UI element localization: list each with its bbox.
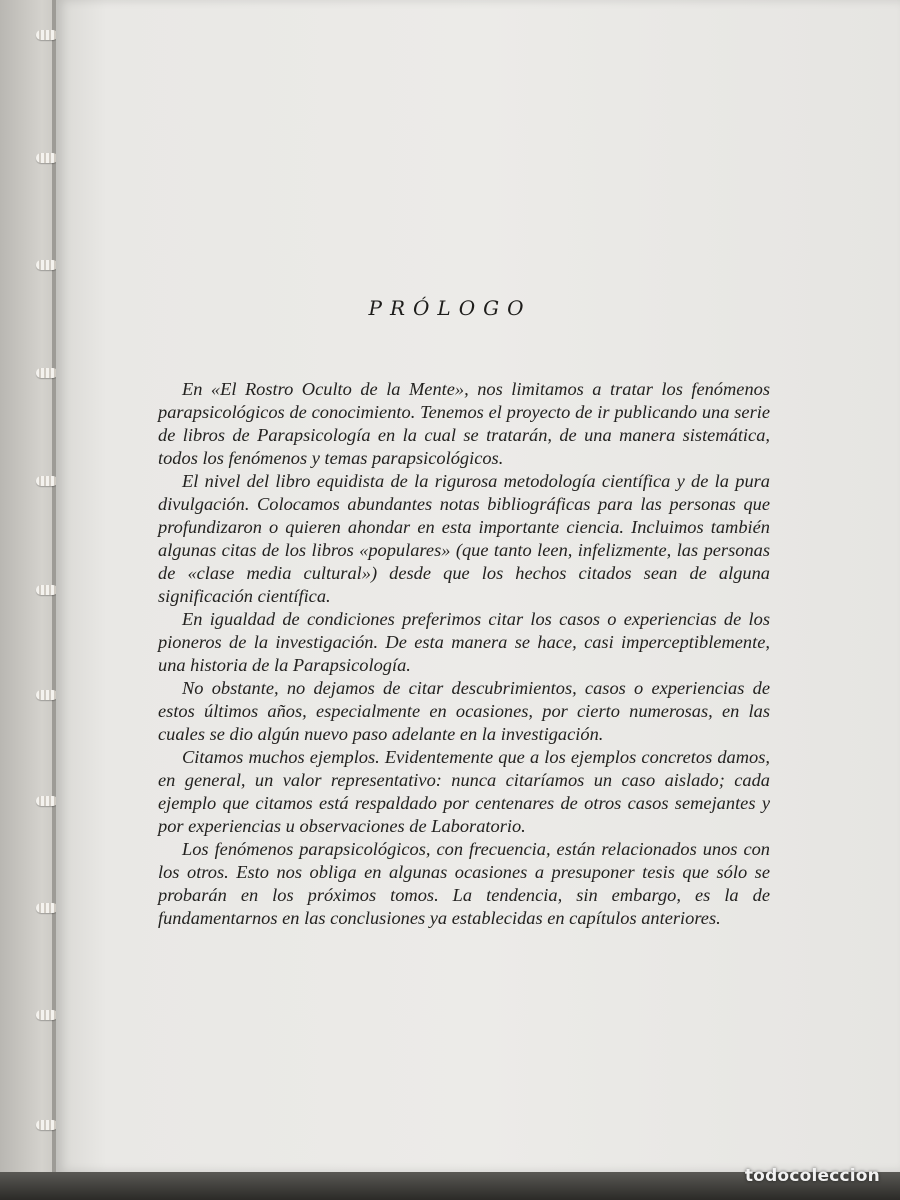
binding-stitch xyxy=(36,585,58,595)
binding-stitch xyxy=(36,260,58,270)
binding-stitch xyxy=(36,903,58,913)
prologue-body xyxy=(158,378,770,930)
paragraph: No obstante, no dejamos de citar descubrimientos, casos o experiencias de estos últimos años, especialmente en ocasiones, por cierto numerosas, en las cuales se dio algún nuevo paso adelante en la investigación. xyxy=(158,678,770,744)
binding-stitch xyxy=(36,153,58,163)
paragraph: Los fenómenos parapsicológicos, con frecuencia, están relacionados unos con los otros. Esto nos obliga en algunas ocasiones a presuponer tesis que sólo se probarán en los próximos tomos. La tendencia, sin embargo, es la de fundamentarnos en las conclusiones ya establecidas en capítulos anteriores. xyxy=(158,839,770,928)
paragraph: Citamos muchos ejemplos. Evidentemente que a los ejemplos concretos damos, en general, un valor representativo: nunca citaríamos un caso aislado; cada ejemplo que citamos está respaldado por centenares de otros casos semejantes y por experiencias u observaciones de Laboratorio. xyxy=(158,747,770,836)
paragraph: El nivel del libro equidista de la rigurosa metodología científica y de la pura divulgación. Colocamos abundantes notas bibliográficas para las personas que profundizaron o quieren ahondar en esta importante ciencia. Incluimos también algunas citas de los libros «populares» (que tanto leen, infelizmente, las personas de «clase media cultural») desde que los hechos citados sean de alguna significación científica. xyxy=(158,471,770,606)
binding-stitch xyxy=(36,1010,58,1020)
binding-stitch xyxy=(36,690,58,700)
binding-stitch xyxy=(36,30,58,40)
page-heading: PRÓLOGO xyxy=(368,296,532,320)
binding-stitch xyxy=(36,796,58,806)
paragraph: En «El Rostro Oculto de la Mente», nos limitamos a tratar los fenómenos parapsicológicos de conocimiento. Tenemos el proyecto de ir publicando una serie de libros de Parapsicología en la cual se tratarán, de una manera sistemática, todos los fenómenos y temas parapsicológicos. xyxy=(158,379,770,468)
binding-stitch xyxy=(36,1120,58,1130)
watermark-text: todocoleccion xyxy=(744,1166,880,1186)
watermark xyxy=(745,1166,880,1186)
binding-stitch xyxy=(36,368,58,378)
binding-stitch xyxy=(36,476,58,486)
paragraph: En igualdad de condiciones preferimos citar los casos o experiencias de los pioneros de la investigación. De esta manera se hace, casi imperceptiblemente, una historia de la Parapsicología. xyxy=(158,609,770,675)
underlying-page-edge xyxy=(0,0,60,1200)
